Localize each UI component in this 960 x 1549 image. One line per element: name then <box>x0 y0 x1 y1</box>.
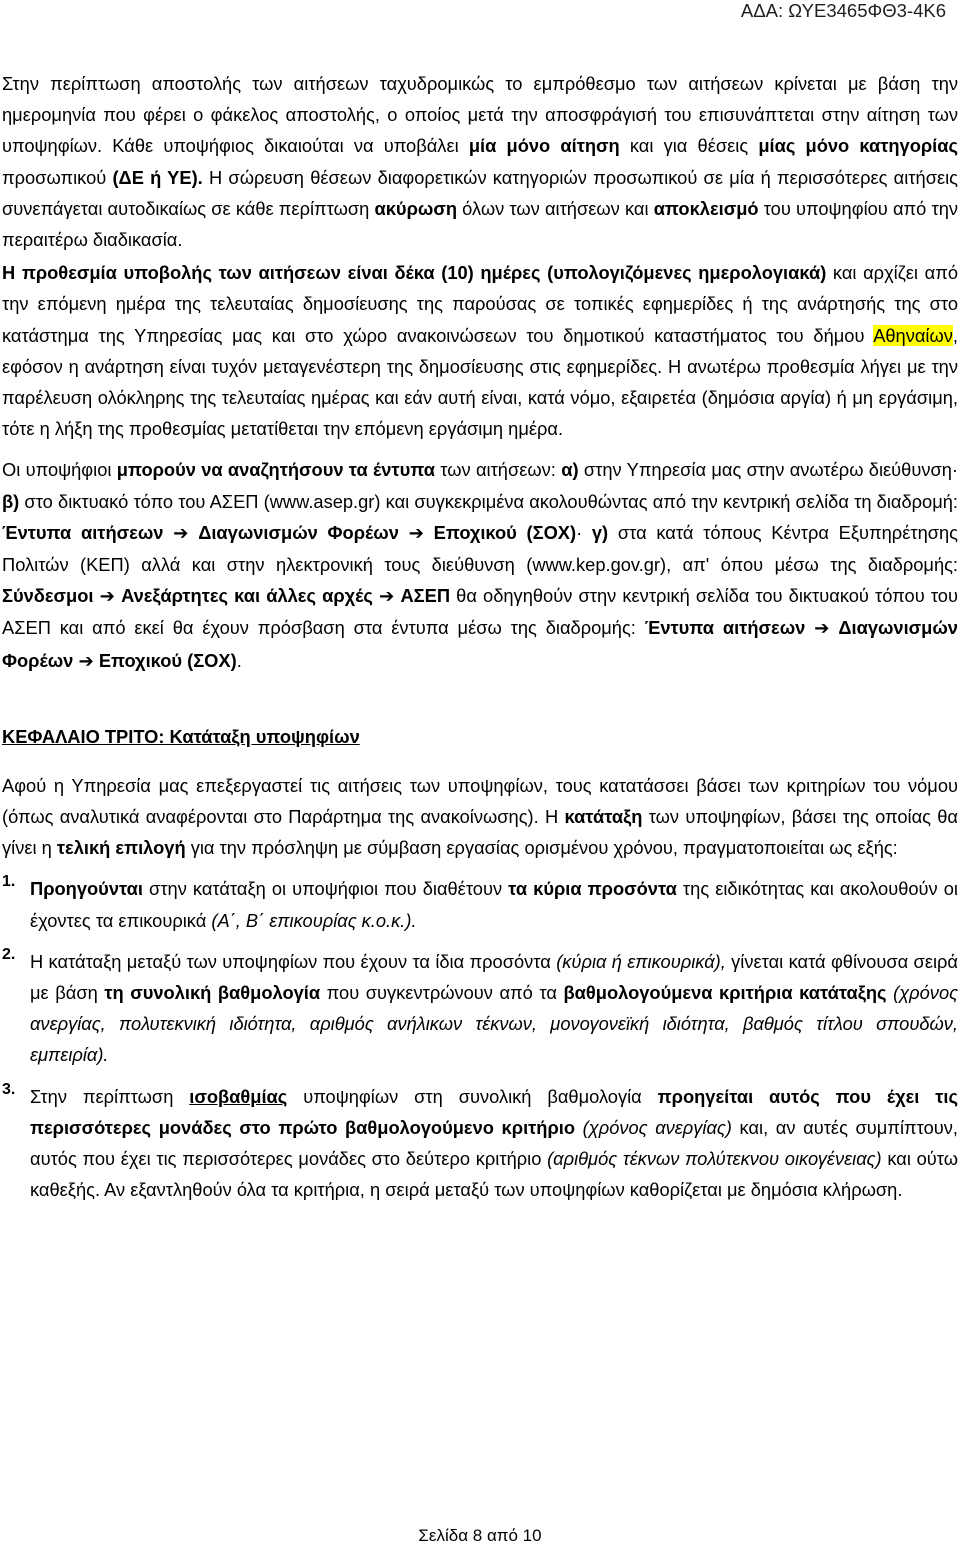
bold-text: μίας μόνο κατηγορίας <box>758 135 959 157</box>
text: όλων των αιτήσεων και <box>457 197 654 219</box>
bold-text: α) <box>561 459 579 481</box>
bold-text: Διαγωνισμών Φορέων <box>2 617 958 671</box>
bold-text: ακύρωση <box>374 197 457 219</box>
italic-text: (χρόνος ανεργίας) <box>575 1116 732 1138</box>
bold-text: Εποχικού (ΣΟΧ) <box>98 649 237 671</box>
text: Στην περίπτωση αποστολής των αιτήσεων ταχυδρομικώς το εμπρόθεσμο των αιτήσεων κρίνεται με βάση την ημερομηνία που φέρει ο φάκελος αποστολής, ο οποίος μετά την αποσφράγισή του επισυνάπτεται στην αίτηση των υποψηφίων. Κάθε υποψήφιος δικαιούται να υποβάλει <box>2 73 958 157</box>
text: θα οδηγηθούν στην κεντρική σελίδα του δικτυακού τόπου του ΑΣΕΠ και από εκεί θα έχουν πρόσβαση στα έντυπα μέσω της διαδρομής: <box>2 585 958 639</box>
text: που συγκεντρώνουν από τα <box>320 982 564 1004</box>
bold-text: β) <box>2 490 20 512</box>
text: Οι υποψήφιοι <box>2 459 117 481</box>
list-body <box>30 873 958 935</box>
text: · <box>576 521 592 543</box>
document-body <box>2 68 958 1206</box>
list-body <box>30 1081 958 1206</box>
text: γίνεται κατά φθίνουσα σειρά με βάση <box>30 950 958 1004</box>
bold-text: βαθμολογούμενα κριτήρια κατάταξης <box>563 982 887 1004</box>
bold-text: Η προθεσμία υποβολής των αιτήσεων είναι δέκα (10) ημέρες (υπολογιζόμενες ημερολογιακά) <box>2 262 827 284</box>
bold-text: προηγείται αυτός που έχει τις περισσότερες μονάδες στο πρώτο βαθμολογούμενο κριτήριο <box>30 1085 959 1138</box>
paragraph-deadline <box>2 257 958 444</box>
paragraph-postal-submission <box>2 68 958 255</box>
bold-text: (ΔΕ ή ΥΕ). <box>112 166 203 188</box>
arrow-right-icon: ➔ <box>814 618 830 640</box>
chapter-title: ΚΕΦΑΛΑΙΟ ΤΡΙΤΟ: Κατάταξη υποψηφίων <box>2 725 360 747</box>
bold-text: τελική επιλογή <box>56 837 186 859</box>
bold-text: Σύνδεσμοι <box>2 585 94 607</box>
italic-text: (κύρια ή επικουρικά), <box>556 950 726 972</box>
text: και για θέσεις <box>619 135 759 157</box>
text: υποψηφίων στη συνολική βαθμολογία <box>287 1085 658 1107</box>
bold-text: Εποχικού (ΣΟΧ) <box>433 521 577 543</box>
italic-text: (αριθμός τέκνων πολύτεκνου οικογένειας) <box>547 1148 882 1170</box>
list-number: 2. <box>2 945 16 963</box>
list-body <box>30 946 958 1071</box>
text: στο δικτυακό τόπο του ΑΣΕΠ (www.asep.gr) και συγκεκριμένα ακολουθώντας από την κεντρική σελίδα τη διαδρομή: <box>19 490 958 512</box>
arrow-right-icon: ➔ <box>379 586 395 608</box>
text: στα κατά τόπους Κέντρα Εξυπηρέτησης Πολιτών (ΚΕΠ) αλλά και στην ηλεκτρονική τους διεύθυνση (www.kep.gov.gr), απ' όπου μέσω της διαδρομής: <box>2 521 958 576</box>
bold-text: γ) <box>591 521 609 543</box>
text: και, αν αυτές συμπίπτουν, αυτός που έχει τις περισσότερες μονάδες στο δεύτερο κριτήριο <box>30 1116 958 1170</box>
list-item-2 <box>2 946 958 1071</box>
text: στην κατάταξη οι υποψήφιοι που διαθέτουν <box>142 878 509 900</box>
paragraph-ranking-intro <box>2 770 958 864</box>
bold-text: Προηγούνται <box>30 878 143 900</box>
text: και ούτω καθεξής. Αν εξαντληθούν όλα τα κριτήρια, η σειρά μεταξύ των υποψηφίων καθορίζεται με δημόσια κλήρωση. <box>30 1148 958 1201</box>
list-item-1 <box>2 873 958 935</box>
list-number: 1. <box>2 873 16 891</box>
arrow-right-icon: ➔ <box>173 522 189 544</box>
text: Αφού η Υπηρεσία μας επεξεργαστεί τις αιτήσεις των υποψηφίων, τους κατατάσσει βάσει των κριτηρίων του νόμου (όπως αναλυτικά αναφέρονται στο Παράρτημα της ανακοίνωσης). Η <box>2 774 958 828</box>
text: των αιτήσεων: <box>434 459 562 481</box>
ada-code: ΑΔΑ: ΩΥΕ3465ΦΘ3-4Κ6 <box>740 0 946 21</box>
italic-text: (Α΄, Β΄ επικουρίας κ.ο.κ.). <box>211 909 417 931</box>
bold-text: αποκλεισμό <box>653 197 759 219</box>
bold-text: μπορούν να αναζητήσουν τα έντυπα <box>116 459 435 481</box>
bold-text: Διαγωνισμών Φορέων <box>198 521 399 543</box>
italic-text: (χρόνος ανεργίας, πολυτεκνική ιδιότητα, αριθμός ανήλικων τέκνων, μονογονεϊκή ιδιότητα, βαθμός τίτλου σπουδών, εμπειρία). <box>30 982 959 1066</box>
text: για την πρόσληψη με σύμβαση εργασίας ορισμένου χρόνου, πραγματοποιείται ως εξής: <box>185 837 898 859</box>
bold-text: τα κύρια προσόντα <box>508 878 677 900</box>
bold-text: κατάταξη <box>564 806 643 828</box>
bold-text: μία μόνο αίτηση <box>468 135 620 157</box>
text: των υποψηφίων, βάσει της οποίας θα γίνει η <box>2 806 958 859</box>
bold-text: Έντυπα αιτήσεων <box>644 617 806 639</box>
text: της ειδικότητας και ακολουθούν οι έχοντες τα επικουρικά <box>30 878 958 931</box>
highlighted-municipality: Αθηναίων <box>873 324 953 346</box>
page-number-footer: Σελίδα 8 από 10 <box>418 1526 542 1545</box>
bold-underlined-text: ισοβαθμίας <box>189 1085 288 1107</box>
bold-text: Έντυπα αιτήσεων <box>2 521 164 543</box>
arrow-right-icon: ➔ <box>99 586 115 608</box>
text: Στην περίπτωση <box>30 1085 190 1107</box>
bold-text: Ανεξάρτητες και άλλες αρχές <box>121 585 373 607</box>
list-number: 3. <box>2 1080 16 1098</box>
bold-text: τη συνολική βαθμολογία <box>104 982 321 1004</box>
text: στην Υπηρεσία μας στην ανωτέρω διεύθυνση· <box>578 459 959 481</box>
text: και αρχίζει από την επόμενη ημέρα της τελευταίας δημοσίευσης της παρούσας σε τοπικές εφημερίδες ή της ανάρτησής της στο κατάστημα της Υπηρεσίας μας και στο χώρο ανακοινώσεων του δημοτικού καταστήματος του δήμου <box>2 262 958 346</box>
text: . <box>236 649 242 671</box>
chapter-heading <box>2 721 958 752</box>
paragraph-forms <box>2 454 958 676</box>
arrow-right-icon: ➔ <box>78 650 94 672</box>
text: Η κατάταξη μεταξύ των υποψηφίων που έχουν τα ίδια προσόντα <box>30 950 557 972</box>
text: Η σώρευση θέσεων διαφορετικών κατηγοριών προσωπικού σε μία ή περισσότερες αιτήσεις συνεπάγεται αυτοδικαίως σε κάθε περίπτωση <box>2 166 958 219</box>
text: του υποψηφίου από την περαιτέρω διαδικασία. <box>2 197 958 251</box>
text: , εφόσον η ανάρτηση είναι τυχόν μεταγενέστερη της δημοσίευσης στις εφημερίδες. Η ανωτέρω προθεσμία λήγει με την παρέλευση ολόκληρης της τελευταίας ημέρας και εάν αυτή είναι, κατά νόμο, εξαιρετέα (δημόσια αργία) ή μη εργάσιμη, τότε η λήξη της προθεσμίας μετατίθεται την επόμενη εργάσιμη ημέρα. <box>2 324 958 440</box>
list-item-3 <box>2 1081 958 1206</box>
bold-text: ΑΣΕΠ <box>400 585 451 607</box>
text: προσωπικού <box>2 166 113 188</box>
arrow-right-icon: ➔ <box>408 522 424 544</box>
